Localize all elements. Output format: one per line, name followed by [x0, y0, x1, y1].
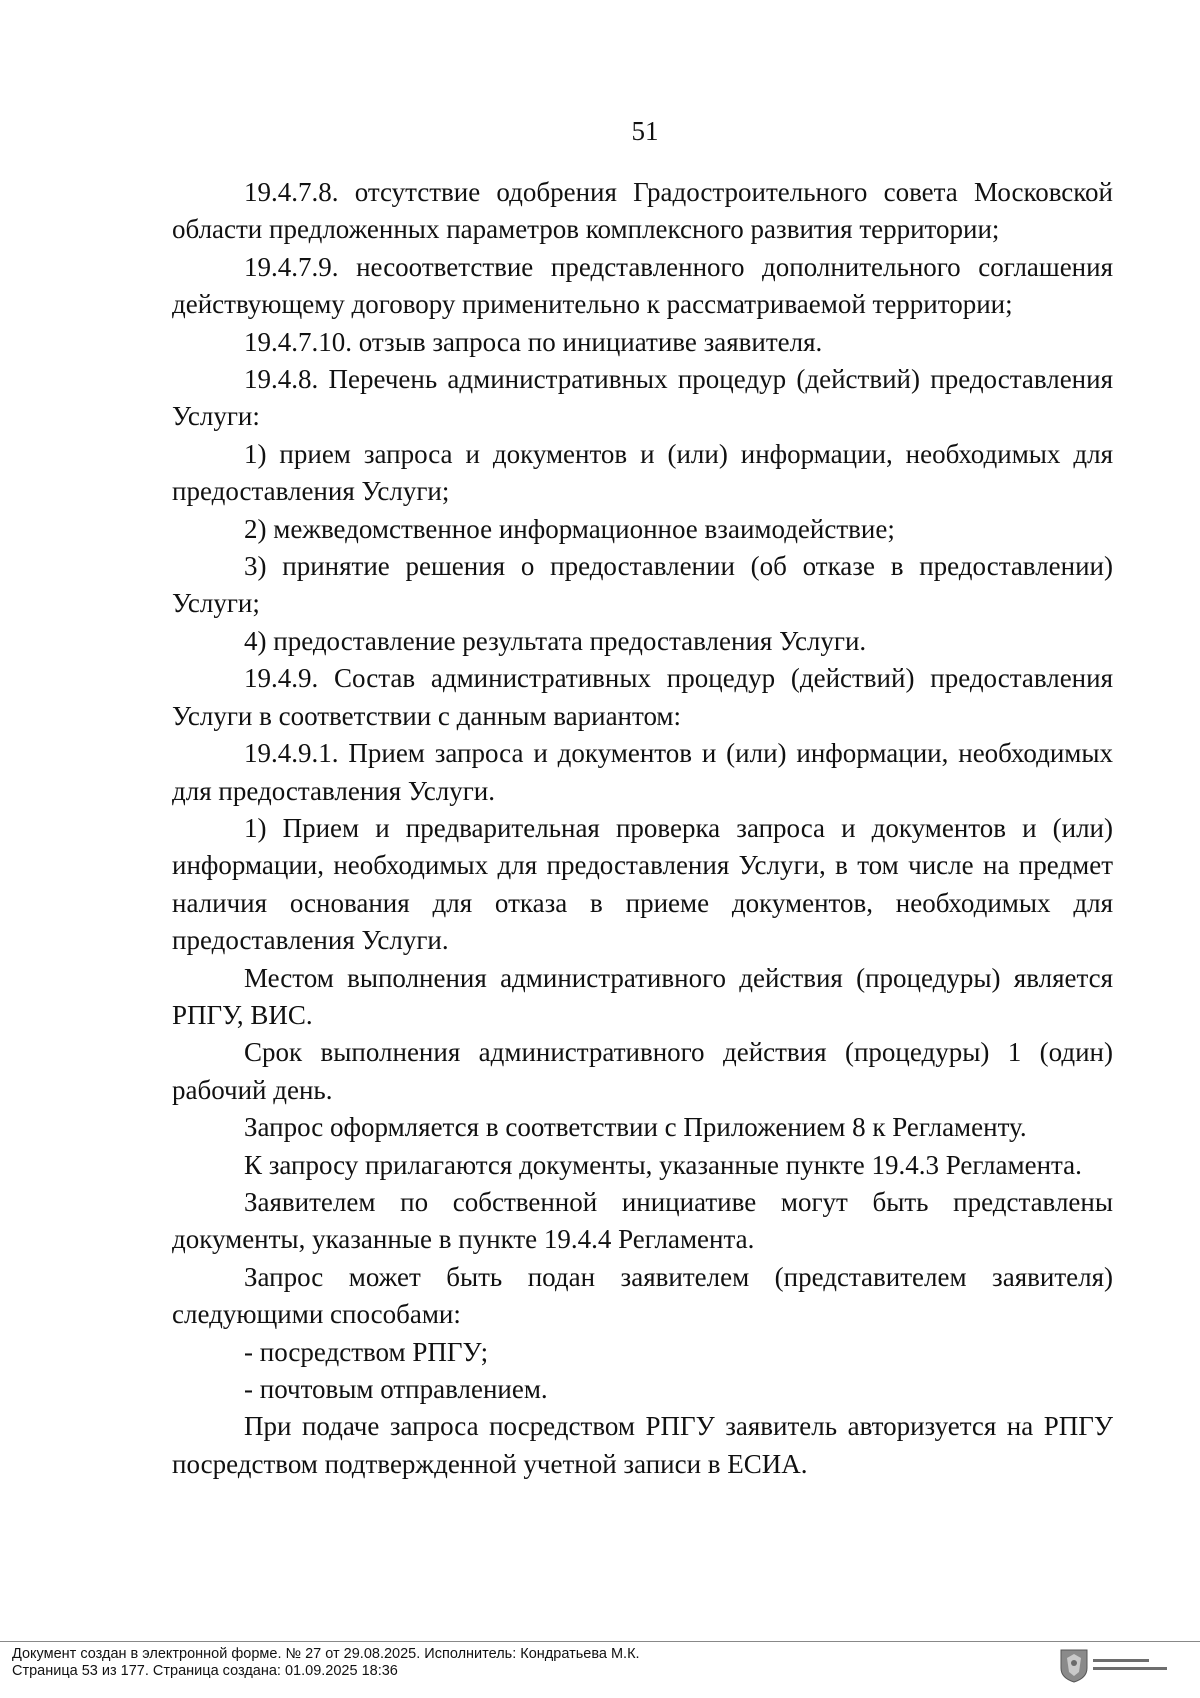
paragraph-19-4-7-10: 19.4.7.10. отзыв запроса по инициативе заявителя.: [244, 326, 823, 357]
paragraph-place: Местом выполнения административного действия (процедуры) является РПГУ, ВИС.: [172, 962, 1113, 1030]
list-item-4: 4) предоставление результата предоставления Услуги.: [244, 625, 867, 656]
paragraph-19-4-7-8: 19.4.7.8. отсутствие одобрения Градостроительного совета Московской области предложенных параметров комплексного развития территории;: [172, 177, 1113, 245]
paragraph-deadline: Срок выполнения административного действия (процедуры) 1 (один) рабочий день.: [172, 1037, 1113, 1105]
paragraph-19-4-7-9: 19.4.7.9. несоответствие представленного дополнительного соглашения действующему договору применительно к рассматриваемой территории;: [172, 251, 1113, 320]
footer-info: [12, 1646, 640, 1680]
paragraph-own-initiative: Заявителем по собственной инициативе могут быть представлены документы, указанные в пункте 19.4.4 Регламента.: [172, 1186, 1113, 1255]
logo-wordmark: [1089, 1654, 1169, 1678]
paragraph-19-4-9-1: 19.4.9.1. Прием запроса и документов и (или) информации, необходимых для предоставления Услуги.: [172, 738, 1113, 806]
list-item-post: - почтовым отправлением.: [244, 1374, 548, 1404]
list-item-3: 3) принятие решения о предоставлении (об отказе в предоставлении) Услуги;: [172, 551, 1113, 619]
list-item-1: 1) прием запроса и документов и (или) информации, необходимых для предоставления Услуги;: [172, 438, 1113, 507]
paragraph-request-form: Запрос оформляется в соответствии с Приложением 8 к Регламенту.: [244, 1112, 1027, 1143]
footer-line-1: Документ создан в электронной форме. № 27 от 29.08.2025. Исполнитель: Кондратьева М.К.: [12, 1646, 640, 1662]
paragraph-procedure-1: 1) Прием и предварительная проверка запроса и документов и (или) информации, необходимых для предоставления Услуги, в том числе на предмет наличия основания для отказа в приеме документов, необходимых для предоставления Услуги.: [172, 812, 1113, 956]
paragraph-authorization: При подаче запроса посредством РПГУ заявитель авторизуется на РПГУ посредством подтвержденной учетной записи в ЕСИА.: [172, 1411, 1113, 1479]
paragraph-19-4-9: 19.4.9. Состав административных процедур (действий) предоставления Услуги в соответствии с данным вариантом:: [172, 663, 1113, 731]
paragraph-attached-docs: К запросу прилагаются документы, указанные пункте 19.4.3 Регламента.: [244, 1149, 1082, 1180]
footer-divider: [0, 1641, 1200, 1642]
footer-line-2: Страница 53 из 177. Страница создана: 01.09.2025 18:36: [12, 1663, 398, 1679]
page-number: 51: [631, 116, 659, 146]
document-body: [172, 174, 1113, 1483]
paragraph-submission-ways: Запрос может быть подан заявителем (представителем заявителя) следующими способами:: [172, 1261, 1113, 1330]
government-logo: [1059, 1646, 1179, 1686]
coat-of-arms-icon: [1059, 1648, 1089, 1684]
list-item-rpgu: - посредством РПГУ;: [244, 1336, 489, 1367]
list-item-2: 2) межведомственное информационное взаимодействие;: [244, 513, 895, 544]
paragraph-19-4-8: 19.4.8. Перечень административных процедур (действий) предоставления Услуги:: [172, 364, 1113, 432]
